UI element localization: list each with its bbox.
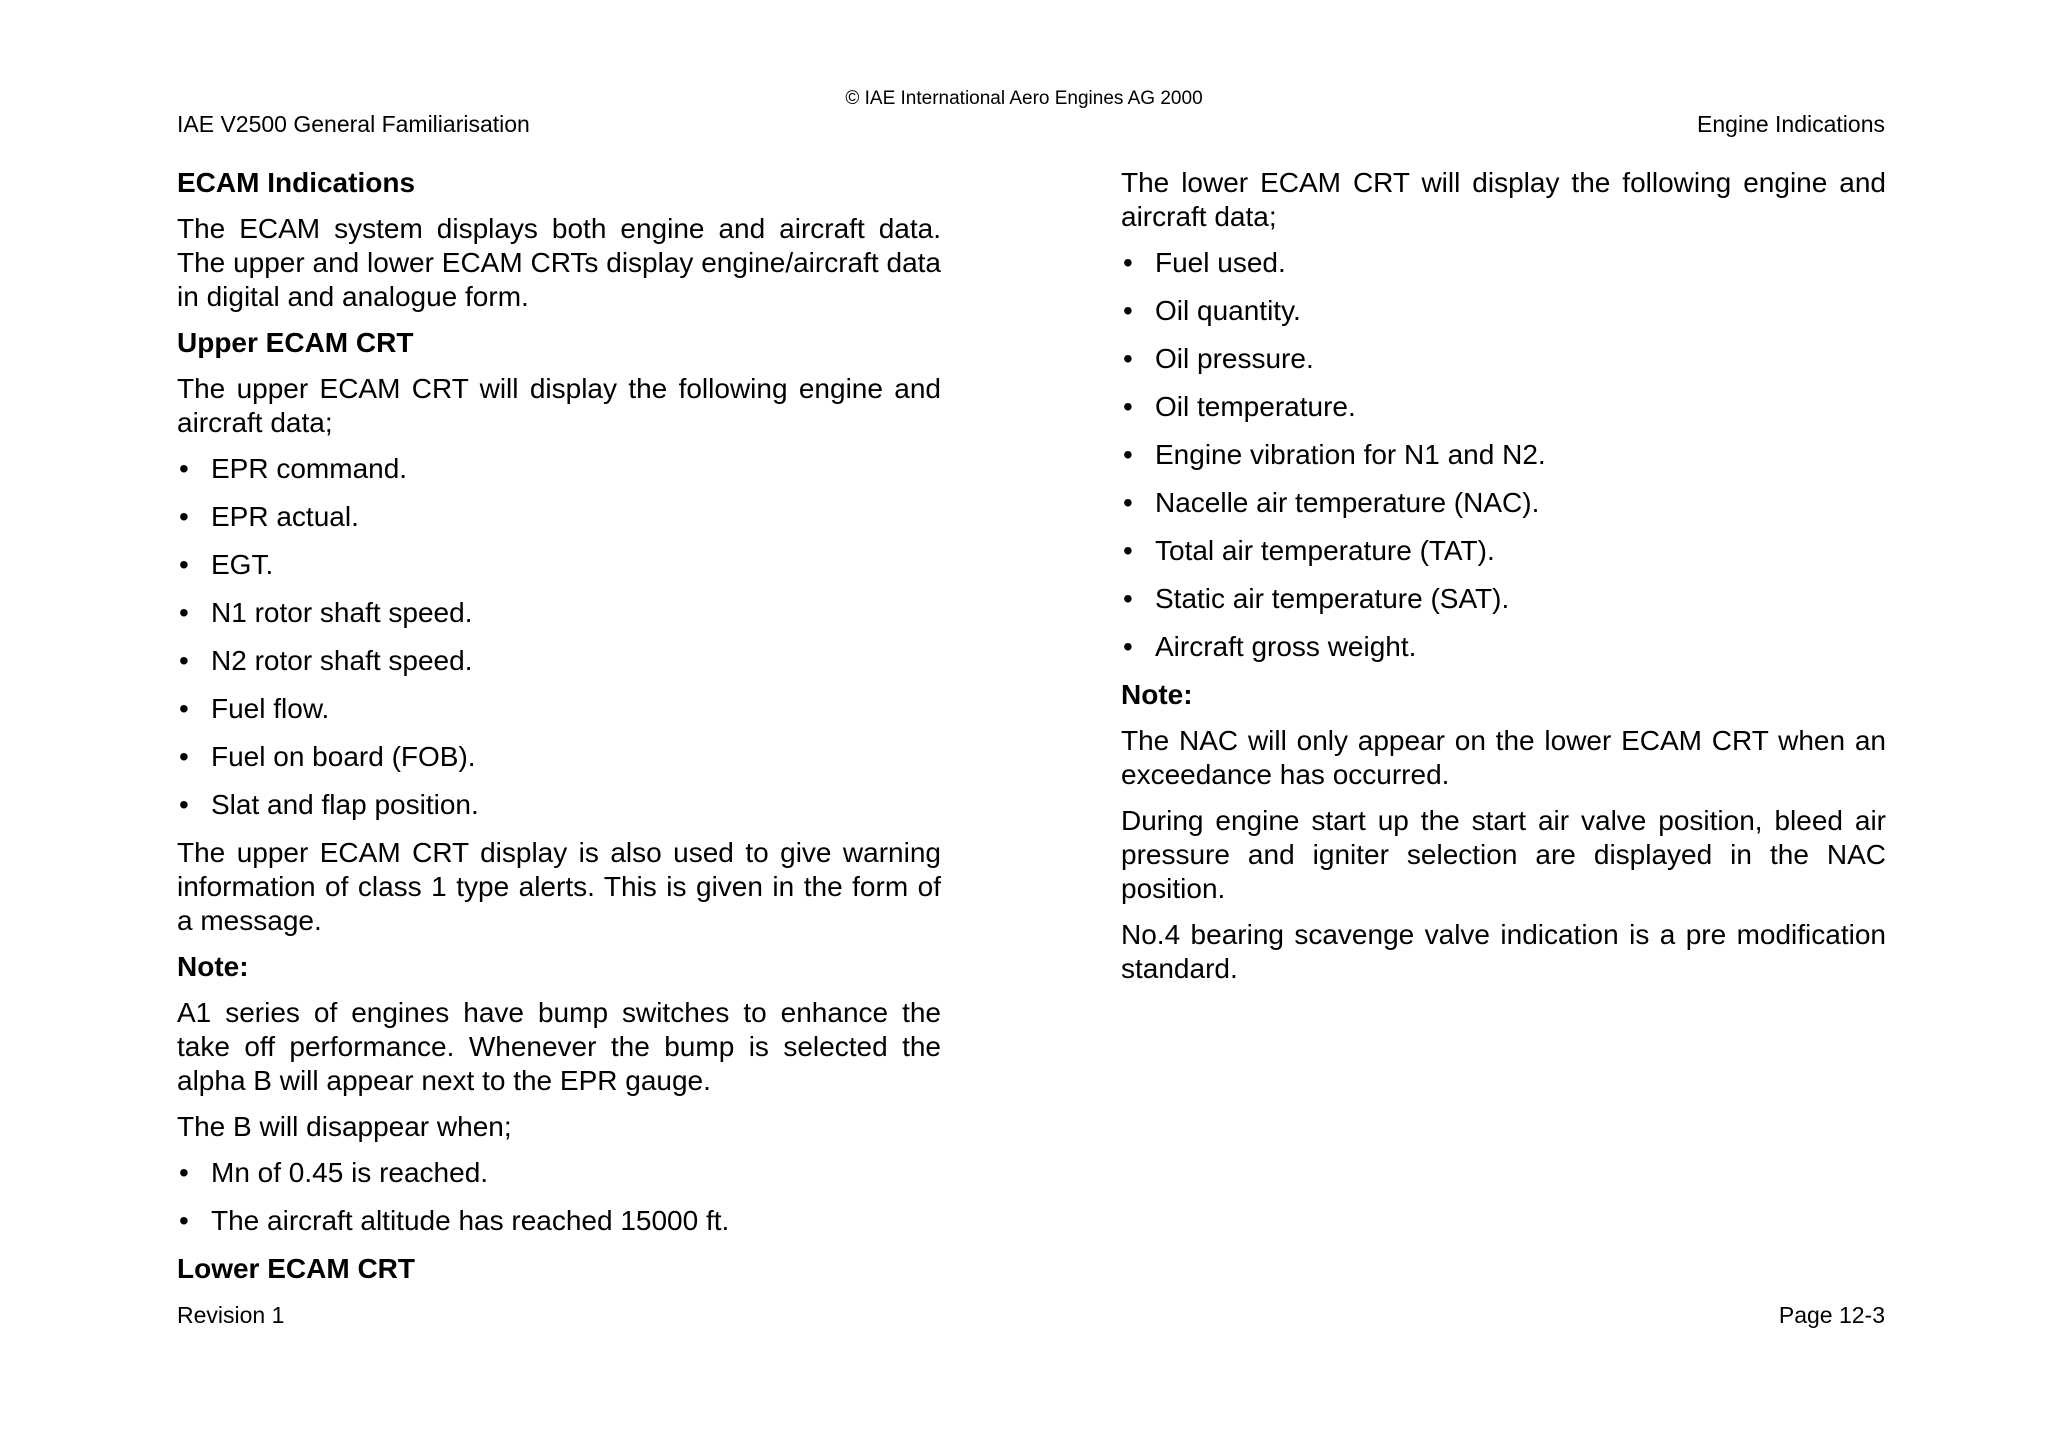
bullet-glyph: • [1123, 391, 1133, 422]
paragraph-lower-ecam-intro: The lower ECAM CRT will display the following engine and aircraft data; [1121, 167, 1886, 232]
list-item [177, 740, 941, 774]
list-item-text: N2 rotor shaft speed. [211, 645, 473, 676]
list-item-text: Total air temperature (TAT). [1155, 535, 1495, 566]
list-item [177, 500, 941, 534]
list-item-text: Fuel on board (FOB). [211, 741, 476, 772]
bullet-glyph: • [1123, 247, 1133, 278]
note-label: Note: [1121, 679, 1193, 710]
list-item-text: Static air temperature (SAT). [1155, 583, 1510, 614]
list-item-text: Aircraft gross weight. [1155, 631, 1417, 662]
bullet-glyph: • [179, 789, 189, 820]
paragraph-bump-switches: A1 series of engines have bump switches to enhance the take off performance. Whenever the bump is selected the alpha B will appear next to the EPR gauge. [177, 997, 941, 1096]
list-item [177, 1204, 941, 1238]
list-item [177, 596, 941, 630]
paragraph-nac-exceedance: The NAC will only appear on the lower ECAM CRT when an exceedance has occurred. [1121, 725, 1886, 790]
list-item [1121, 630, 1886, 664]
bullet-glyph: • [1123, 295, 1133, 326]
bullet-glyph: • [179, 1157, 189, 1188]
list-item-text: Slat and flap position. [211, 789, 479, 820]
bullet-glyph: • [179, 501, 189, 532]
list-item-text: Oil quantity. [1155, 295, 1301, 326]
list-item [177, 1156, 941, 1190]
list-item-text: Oil temperature. [1155, 391, 1356, 422]
list-item-text: N1 rotor shaft speed. [211, 597, 473, 628]
list-item-text: Engine vibration for N1 and N2. [1155, 439, 1546, 470]
list-item-text: Mn of 0.45 is reached. [211, 1157, 489, 1188]
list-item [1121, 486, 1886, 520]
list-item [177, 692, 941, 726]
list-item [177, 644, 941, 678]
list-item [177, 548, 941, 582]
heading-ecam-indications: ECAM Indications [177, 167, 416, 198]
right-column [1121, 166, 1886, 998]
list-item-text: EPR command. [211, 453, 408, 484]
left-column [177, 166, 941, 1298]
list-item-text: Fuel flow. [211, 693, 330, 724]
bullet-glyph: • [179, 549, 189, 580]
list-item-text: Nacelle air temperature (NAC). [1155, 487, 1540, 518]
list-item [1121, 390, 1886, 424]
bullet-glyph: • [179, 597, 189, 628]
list-item [1121, 342, 1886, 376]
list-item-text: Fuel used. [1155, 247, 1286, 278]
paragraph-warning-info: The upper ECAM CRT display is also used to give warning information of class 1 type alerts. This is given in the form of a message. [177, 837, 941, 936]
bullet-glyph: • [1123, 343, 1133, 374]
bullet-glyph: • [1123, 487, 1133, 518]
list-item [177, 452, 941, 486]
document-title: IAE V2500 General Familiarisation [177, 111, 530, 137]
list-item [1121, 534, 1886, 568]
chapter-title: Engine Indications [1697, 111, 1885, 137]
bullet-glyph: • [1123, 535, 1133, 566]
list-item [1121, 294, 1886, 328]
list-item-text: The aircraft altitude has reached 15000 ft. [211, 1205, 730, 1236]
bullet-glyph: • [1123, 631, 1133, 662]
bullet-glyph: • [179, 453, 189, 484]
paragraph-upper-ecam-intro: The upper ECAM CRT will display the following engine and aircraft data; [177, 373, 941, 438]
page-number: Page 12-3 [1778, 1302, 1885, 1328]
list-item [1121, 582, 1886, 616]
paragraph-ecam-system: The ECAM system displays both engine and aircraft data. The upper and lower ECAM CRTs display engine/aircraft data in digital and analogue form. [177, 213, 941, 312]
copyright-notice: © IAE International Aero Engines AG 2000 [845, 88, 1203, 109]
list-item-text: EGT. [211, 549, 274, 580]
revision-label: Revision 1 [177, 1302, 285, 1328]
list-item [1121, 246, 1886, 280]
list-item [177, 788, 941, 822]
list-item-text: EPR actual. [211, 501, 359, 532]
bullet-glyph: • [179, 741, 189, 772]
bullet-glyph: • [179, 1205, 189, 1236]
lower-ecam-data-list [1121, 246, 1886, 664]
paragraph-bearing-valve: No.4 bearing scavenge valve indication is a pre modification standard. [1121, 919, 1886, 984]
bullet-glyph: • [1123, 583, 1133, 614]
note-label: Note: [177, 951, 249, 982]
heading-upper-ecam-crt: Upper ECAM CRT [177, 327, 414, 358]
heading-lower-ecam-crt: Lower ECAM CRT [177, 1253, 415, 1284]
upper-ecam-data-list [177, 452, 941, 822]
list-item [1121, 438, 1886, 472]
bullet-glyph: • [179, 645, 189, 676]
list-item-text: Oil pressure. [1155, 343, 1314, 374]
paragraph-b-disappear: The B will disappear when; [177, 1111, 512, 1142]
paragraph-engine-start: During engine start up the start air valve position, bleed air pressure and igniter selection are displayed in the NAC position. [1121, 805, 1886, 904]
bullet-glyph: • [179, 693, 189, 724]
b-disappear-conditions-list [177, 1156, 941, 1238]
bullet-glyph: • [1123, 439, 1133, 470]
